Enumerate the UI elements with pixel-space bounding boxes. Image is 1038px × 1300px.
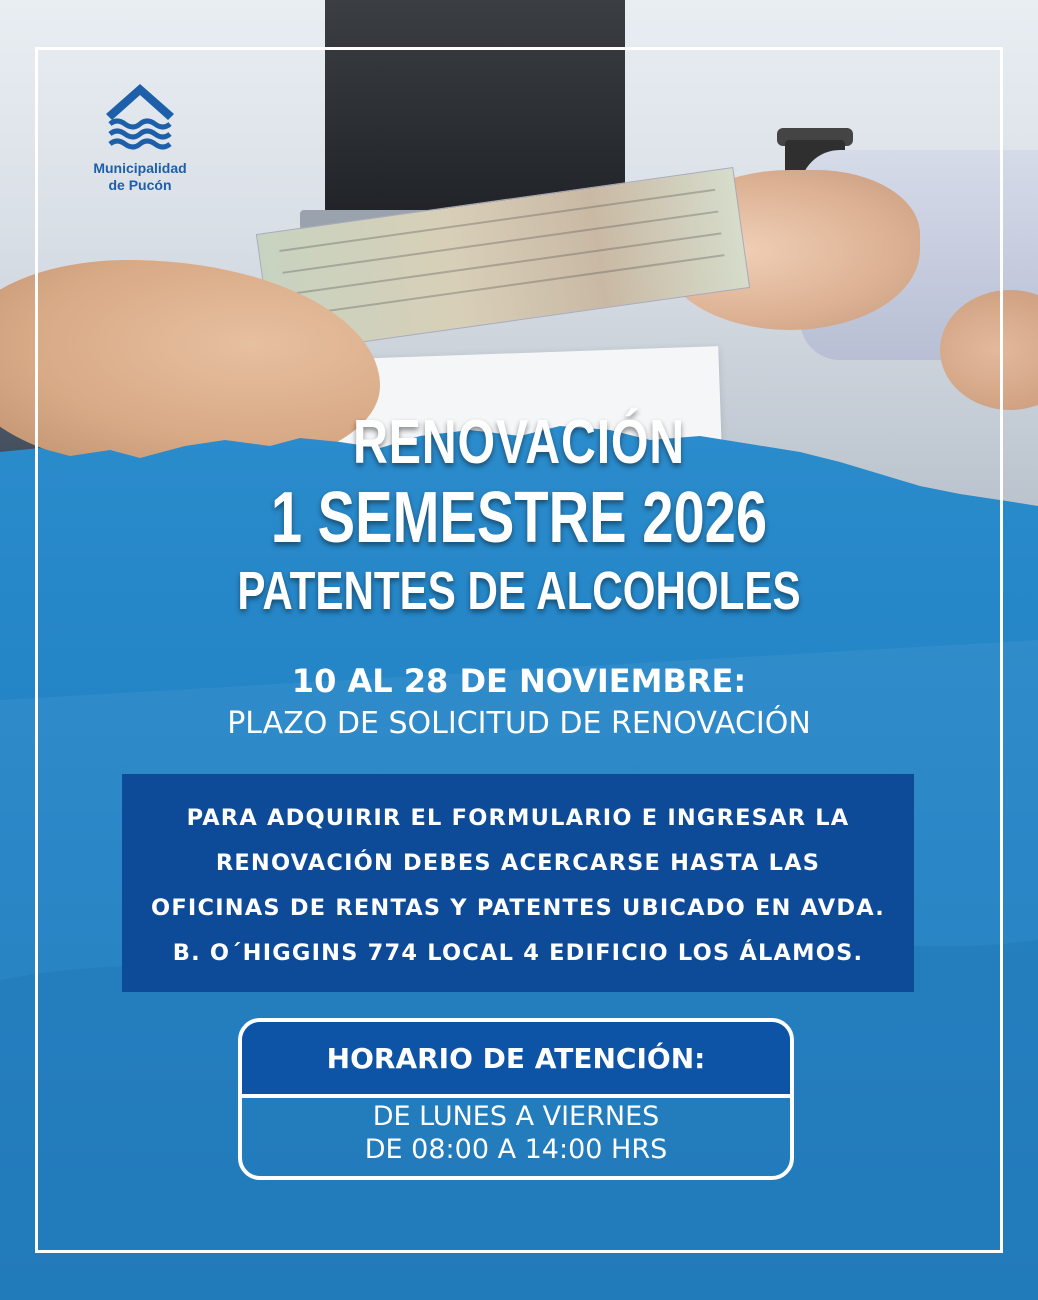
hours-days: DE LUNES A VIERNES <box>372 1101 660 1132</box>
info-line-2: RENOVACIÓN DEBES ACERCARSE HASTA LAS <box>215 850 821 876</box>
municipal-logo-icon <box>100 80 180 152</box>
hours-box <box>238 1018 794 1180</box>
info-line-3: OFICINAS DE RENTAS Y PATENTES UBICADO EN AVDA. <box>151 895 885 921</box>
headline-line1: RENOVACIÓN <box>352 408 686 477</box>
info-line-1: PARA ADQUIRIR EL FORMULARIO E INGRESAR LA <box>186 805 850 831</box>
logo-name-line2: de Pucón <box>108 177 172 193</box>
hours-title: HORARIO DE ATENCIÓN: <box>242 1022 790 1094</box>
headline-line2: 1 SEMESTRE 2026 <box>270 478 768 558</box>
hours-time: DE 08:00 A 14:00 HRS <box>364 1134 668 1165</box>
info-line-4: B. O´HIGGINS 774 LOCAL 4 EDIFICIO LOS ÁLAMOS. <box>172 940 864 966</box>
info-block <box>122 774 914 992</box>
deadline-label: PLAZO DE SOLICITUD DE RENOVACIÓN <box>227 706 811 741</box>
headline-line3: PATENTES DE ALCOHOLES <box>237 561 801 621</box>
logo <box>70 80 210 194</box>
logo-name-line1: Municipalidad <box>93 160 187 176</box>
deadline-dates: 10 AL 28 DE NOVIEMBRE: <box>291 662 747 700</box>
